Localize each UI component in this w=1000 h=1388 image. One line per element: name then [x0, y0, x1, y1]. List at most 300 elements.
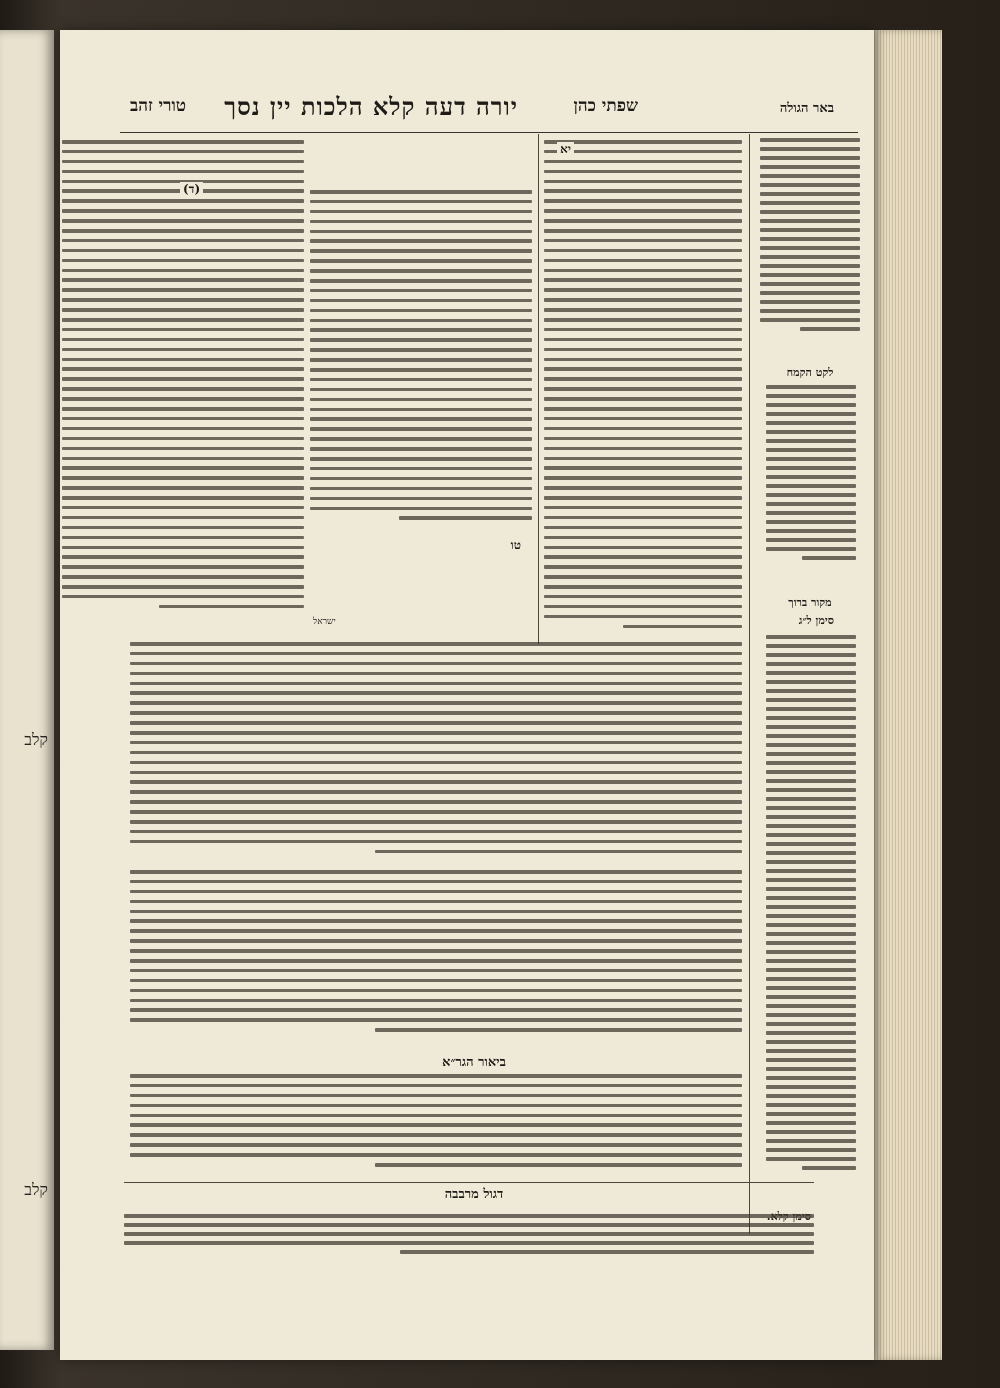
text-line — [766, 1004, 856, 1008]
text-line — [766, 635, 856, 639]
text-line — [310, 319, 532, 323]
text-line — [62, 555, 304, 559]
text-line — [62, 298, 304, 302]
text-line — [766, 680, 856, 684]
text-line — [130, 662, 742, 666]
text-line — [544, 298, 742, 302]
text-line — [766, 394, 856, 398]
text-line — [130, 890, 742, 894]
text-line — [130, 830, 742, 834]
text-line — [544, 447, 742, 451]
text-line — [62, 526, 304, 530]
text-line — [130, 771, 742, 775]
text-line — [310, 388, 532, 392]
biur-hagra-title: ביאור הגר״א — [442, 1055, 506, 1070]
text-line — [760, 273, 860, 277]
text-line — [766, 1022, 856, 1026]
text-line — [62, 328, 304, 332]
text-line — [62, 417, 304, 421]
text-line — [766, 1013, 856, 1017]
text-line — [760, 282, 860, 286]
text-line — [766, 1112, 856, 1116]
text-line — [766, 860, 856, 864]
text-line — [544, 526, 742, 530]
text-line — [544, 229, 742, 233]
text-line — [130, 810, 742, 814]
text-line — [766, 698, 856, 702]
text-line — [766, 457, 856, 461]
text-line — [62, 437, 304, 441]
text-line — [62, 288, 304, 292]
text-line — [766, 520, 856, 524]
commentary-continued — [130, 642, 742, 860]
text-line — [130, 840, 742, 844]
text-line — [766, 662, 856, 666]
text-line — [544, 466, 742, 470]
text-line — [544, 506, 742, 510]
text-line — [623, 625, 742, 629]
text-line — [400, 1250, 814, 1254]
text-line — [62, 278, 304, 282]
text-line — [62, 219, 304, 223]
text-line — [310, 220, 532, 224]
text-line — [310, 398, 532, 402]
text-line — [310, 230, 532, 234]
text-line — [310, 437, 532, 441]
text-line — [766, 671, 856, 675]
text-line — [310, 239, 532, 243]
text-line — [544, 209, 742, 213]
text-line — [130, 870, 742, 874]
text-line — [544, 496, 742, 500]
text-line — [130, 880, 742, 884]
text-line — [130, 949, 742, 953]
biur-hagra-text — [130, 1074, 742, 1173]
text-line — [130, 701, 742, 705]
text-line — [766, 1139, 856, 1143]
text-line — [766, 887, 856, 891]
text-line — [766, 385, 856, 389]
shach-marker: יא — [557, 142, 574, 157]
text-line — [130, 741, 742, 745]
text-line — [310, 477, 532, 481]
text-line — [62, 318, 304, 322]
text-line — [760, 309, 860, 313]
text-line — [130, 929, 742, 933]
text-line — [766, 752, 856, 756]
text-line — [130, 1084, 742, 1088]
text-line — [544, 160, 742, 164]
text-line — [62, 348, 304, 352]
text-line — [766, 1058, 856, 1062]
text-line — [766, 707, 856, 711]
head-shach: שפתי כהן — [573, 96, 638, 116]
text-line — [766, 1085, 856, 1089]
text-line — [375, 1163, 742, 1167]
text-line — [544, 377, 742, 381]
text-line — [760, 237, 860, 241]
text-line — [544, 565, 742, 569]
head-beer-hagolah: באר הגולה — [779, 101, 834, 116]
text-line — [802, 556, 856, 560]
text-line — [544, 269, 742, 273]
text-line — [310, 259, 532, 263]
text-line — [544, 457, 742, 461]
text-line — [62, 308, 304, 312]
text-line — [766, 743, 856, 747]
dagul-merevava-text — [124, 1214, 814, 1259]
text-line — [766, 403, 856, 407]
text-line — [130, 780, 742, 784]
text-line — [766, 1103, 856, 1107]
text-line — [62, 486, 304, 490]
leket-hakemach-title: לקט הקמח — [786, 366, 834, 379]
text-line — [62, 397, 304, 401]
shach-column-rule — [538, 134, 539, 644]
text-line — [62, 199, 304, 203]
commentary-lower — [130, 870, 742, 1038]
text-line — [544, 199, 742, 203]
text-line — [766, 995, 856, 999]
text-line — [544, 397, 742, 401]
text-line — [130, 939, 742, 943]
text-line — [544, 575, 742, 579]
text-line — [544, 367, 742, 371]
text-line — [130, 721, 742, 725]
text-line — [544, 328, 742, 332]
text-line — [544, 555, 742, 559]
text-line — [766, 986, 856, 990]
text-line — [544, 595, 742, 599]
text-line — [130, 1104, 742, 1108]
text-line — [766, 932, 856, 936]
text-line — [766, 824, 856, 828]
taz-commentary — [62, 140, 304, 615]
text-line — [760, 174, 860, 178]
text-line — [766, 761, 856, 765]
text-line — [544, 546, 742, 550]
text-line — [130, 652, 742, 656]
text-line — [130, 751, 742, 755]
text-line — [766, 1121, 856, 1125]
text-line — [544, 288, 742, 292]
text-line — [399, 516, 532, 520]
text-line — [766, 653, 856, 657]
text-line — [130, 1114, 742, 1118]
text-line — [310, 200, 532, 204]
text-line — [130, 1123, 742, 1127]
text-line — [760, 165, 860, 169]
text-line — [130, 919, 742, 923]
text-line — [130, 999, 742, 1003]
text-line — [62, 269, 304, 273]
text-line — [310, 289, 532, 293]
text-line — [310, 427, 532, 431]
text-line — [130, 1133, 742, 1137]
text-line — [544, 189, 742, 193]
text-line — [124, 1214, 814, 1218]
text-line — [62, 150, 304, 154]
text-line — [766, 529, 856, 533]
text-line — [310, 457, 532, 461]
text-line — [130, 800, 742, 804]
text-line — [766, 806, 856, 810]
text-line — [310, 328, 532, 332]
text-line — [766, 779, 856, 783]
text-line — [800, 327, 860, 331]
text-line — [62, 546, 304, 550]
text-line — [544, 338, 742, 342]
text-line — [766, 412, 856, 416]
head-taz: טורי זהב — [130, 96, 187, 116]
text-line — [62, 239, 304, 243]
margin-column-rule — [749, 134, 750, 1234]
text-line — [766, 1067, 856, 1071]
text-line — [124, 1232, 814, 1236]
text-line — [130, 979, 742, 983]
text-line — [62, 209, 304, 213]
text-line — [130, 969, 742, 973]
text-line — [544, 249, 742, 253]
text-line — [310, 507, 532, 511]
text-line — [62, 595, 304, 599]
text-line — [766, 1040, 856, 1044]
text-line — [760, 201, 860, 205]
text-line — [62, 427, 304, 431]
text-line — [760, 255, 860, 259]
text-line — [130, 691, 742, 695]
text-line — [766, 1049, 856, 1053]
text-line — [62, 358, 304, 362]
text-line — [62, 259, 304, 263]
text-line — [766, 644, 856, 648]
text-line — [62, 565, 304, 569]
text-line — [766, 511, 856, 515]
text-line — [130, 910, 742, 914]
yisrael-label: ישראל — [310, 616, 339, 627]
text-line — [766, 689, 856, 693]
text-line — [766, 547, 856, 551]
text-line — [544, 318, 742, 322]
text-line — [544, 387, 742, 391]
text-line — [310, 497, 532, 501]
facing-page-siman: קלב — [24, 730, 48, 749]
text-line — [130, 900, 742, 904]
text-line — [310, 249, 532, 253]
text-line — [62, 506, 304, 510]
beer-hagolah-notes — [760, 138, 860, 336]
text-line — [62, 516, 304, 520]
text-line — [544, 437, 742, 441]
text-line — [544, 585, 742, 589]
text-line — [130, 1094, 742, 1098]
text-line — [760, 210, 860, 214]
text-line — [62, 229, 304, 233]
text-line — [544, 259, 742, 263]
text-line — [766, 833, 856, 837]
text-line — [766, 815, 856, 819]
shulchan-aruch-text — [310, 190, 532, 526]
text-line — [62, 575, 304, 579]
text-line — [766, 1076, 856, 1080]
text-line — [130, 790, 742, 794]
text-line — [544, 170, 742, 174]
head-main-title: יורה דעה קלא הלכות יין נסך — [224, 92, 518, 121]
text-line — [62, 447, 304, 451]
text-line — [544, 615, 742, 619]
text-line — [544, 308, 742, 312]
text-line — [124, 1241, 814, 1245]
text-line — [544, 239, 742, 243]
text-line — [760, 219, 860, 223]
text-line — [310, 447, 532, 451]
text-line — [766, 797, 856, 801]
text-line — [130, 989, 742, 993]
text-line — [760, 246, 860, 250]
text-line — [766, 977, 856, 981]
text-line — [544, 605, 742, 609]
text-line — [62, 367, 304, 371]
text-line — [310, 348, 532, 352]
text-line — [766, 950, 856, 954]
text-line — [375, 850, 742, 854]
dagul-merevava-title: דגול מרבבה — [444, 1187, 504, 1202]
text-line — [130, 642, 742, 646]
text-line — [62, 496, 304, 500]
text-line — [310, 269, 532, 273]
text-line — [544, 180, 742, 184]
book-page — [60, 30, 874, 1360]
text-line — [62, 457, 304, 461]
text-line — [766, 878, 856, 882]
text-line — [544, 407, 742, 411]
text-line — [310, 338, 532, 342]
text-line — [760, 138, 860, 142]
taz-marker: (ד) — [180, 182, 203, 197]
text-line — [124, 1223, 814, 1227]
facing-page-edge — [0, 30, 54, 1350]
text-line — [544, 278, 742, 282]
text-line — [310, 299, 532, 303]
text-line — [766, 734, 856, 738]
text-line — [766, 502, 856, 506]
text-line — [760, 156, 860, 160]
dagul-rule — [124, 1182, 814, 1183]
text-line — [544, 536, 742, 540]
text-line — [544, 219, 742, 223]
text-line — [766, 1094, 856, 1098]
text-line — [766, 493, 856, 497]
text-line — [130, 820, 742, 824]
text-line — [130, 761, 742, 765]
text-line — [766, 716, 856, 720]
text-line — [766, 851, 856, 855]
text-line — [766, 905, 856, 909]
text-line — [310, 210, 532, 214]
text-line — [62, 338, 304, 342]
text-line — [766, 448, 856, 452]
text-line — [766, 968, 856, 972]
text-line — [310, 378, 532, 382]
text-line — [766, 1031, 856, 1035]
text-line — [766, 1157, 856, 1161]
text-line — [766, 770, 856, 774]
text-line — [766, 914, 856, 918]
text-line — [310, 467, 532, 471]
text-line — [766, 923, 856, 927]
text-line — [159, 605, 304, 609]
text-line — [130, 1153, 742, 1157]
text-line — [130, 1074, 742, 1078]
text-line — [62, 536, 304, 540]
text-line — [310, 190, 532, 194]
text-line — [130, 672, 742, 676]
text-line — [766, 959, 856, 963]
shach-commentary — [544, 140, 742, 635]
text-line — [544, 417, 742, 421]
text-line — [310, 487, 532, 491]
text-line — [62, 476, 304, 480]
text-line — [62, 170, 304, 174]
text-line — [766, 475, 856, 479]
text-line — [544, 348, 742, 352]
text-line — [62, 466, 304, 470]
text-line — [766, 725, 856, 729]
text-line — [544, 476, 742, 480]
text-line — [766, 1130, 856, 1134]
text-line — [544, 486, 742, 490]
text-line — [544, 358, 742, 362]
text-line — [766, 941, 856, 945]
text-line — [62, 249, 304, 253]
text-line — [760, 192, 860, 196]
text-line — [62, 585, 304, 589]
text-line — [766, 466, 856, 470]
text-line — [766, 1148, 856, 1152]
mekor-baruch-title: מקור ברוך — [788, 596, 832, 609]
text-line — [760, 291, 860, 295]
text-line — [310, 368, 532, 372]
text-line — [802, 1166, 856, 1170]
text-line — [130, 1018, 742, 1022]
text-line — [310, 358, 532, 362]
text-line — [62, 160, 304, 164]
shulchan-aruch-marker: טו — [508, 538, 524, 553]
text-line — [544, 516, 742, 520]
text-line — [766, 484, 856, 488]
text-line — [130, 731, 742, 735]
text-line — [760, 228, 860, 232]
text-line — [766, 869, 856, 873]
text-line — [766, 842, 856, 846]
text-line — [130, 959, 742, 963]
text-line — [310, 279, 532, 283]
text-line — [62, 140, 304, 144]
text-line — [766, 538, 856, 542]
text-line — [766, 788, 856, 792]
text-line — [310, 408, 532, 412]
text-line — [760, 318, 860, 322]
text-line — [62, 407, 304, 411]
text-line — [310, 417, 532, 421]
text-line — [760, 183, 860, 187]
text-line — [766, 430, 856, 434]
text-line — [760, 147, 860, 151]
text-line — [760, 300, 860, 304]
text-line — [62, 387, 304, 391]
text-line — [130, 682, 742, 686]
facing-page-siman-2: קלב — [24, 1180, 48, 1199]
